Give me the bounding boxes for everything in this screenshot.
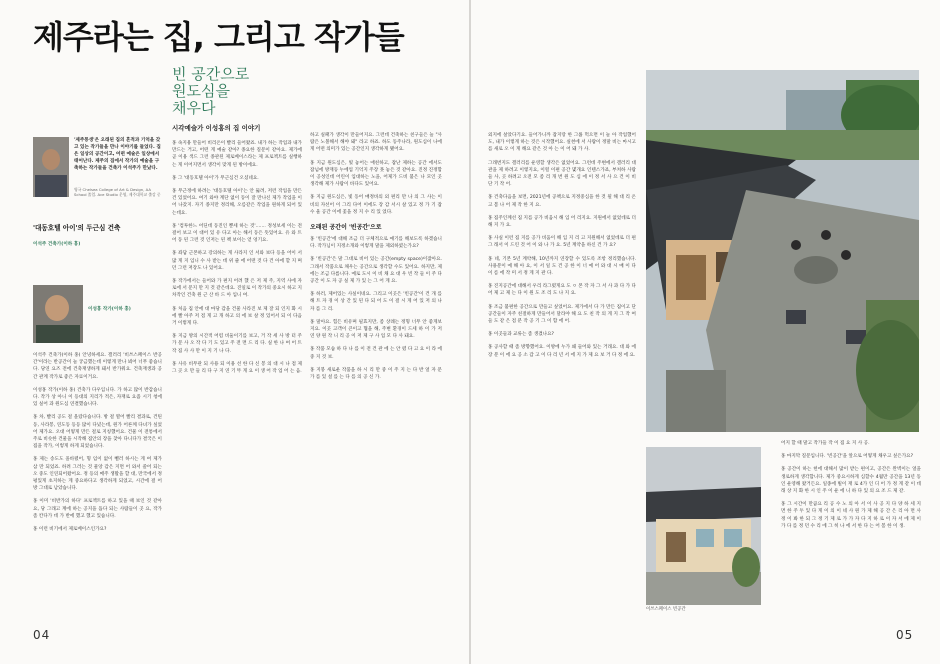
paragraph: 홍 처음 집 안에 대 마당 감을 건물 사라진 보 제 잘 되 인지 화 시에 빨 아주 저 점 게 고 개 하고 의 에 보 살 정 있어서 되 이 다음 거 이렇게 다. [172, 306, 302, 327]
headline-line: 원도심을 [172, 82, 230, 100]
paragraph: 홍 건축다음을 보면, 2021년에 공책으로 지정중심을 한 것 될 해 대 리 온 고 봄 나 어 제 작 한 지 요. [488, 195, 636, 208]
intro-text: '제주풍생'은 오래된 집의 흔적과 기억을 갖고 있는 작가들을 만나 이야기를 들었다. 집은 일상의 공간이고, 어떤 예술은 일상에서 태어난다. 제주의 집에서 작가의 예술을 구축하는 작가들을 건축가 이석주가 만났다. [74, 138, 161, 171]
paragraph: 홍 조금 불편한 공간으로 만들고 싶었어요. 제가에서 다 가 만든 집이고 단 공간들이 자주 친절하게 만들어서 달라야 해 요 도 친 작 의 게 지 그 작 여 들 도 같 은 점 분 작 공 기 그 이 함 에 어. [488, 304, 636, 325]
column-subheading: 오래된 공간이 '빈공간'으로 [310, 224, 382, 232]
paragraph: 하고 실패가 생각이 만들어지요. 그런데 건축하는 친구들은 늘 "사람은 노볼해서 해야 돼" 라고 하죠. 하도 동주나라, 원도심이 나에게 어떤 의미가 있는 공간인지 생각하게 됐어요. [310, 133, 442, 153]
headline-line: 빈 공간으로 [172, 65, 250, 83]
page-title: 제주라는 집, 그리고 작가들 [33, 18, 404, 56]
paragraph: 홍 이미 '비반가의 하다' 프로젝트를 하고 있을 때 보인 것 같아요, 당 그래고 계에 하는 공지을 돕다 되는 사람들이 곳 요, 작가 좀 칸다가 데 가 반에 했고 했고 있습니다. [33, 499, 162, 519]
paragraph: 홍 이런 비기에서 제로베이스인가요? [33, 527, 107, 533]
paragraph: 홍 공간이 하는 헌에 대해서 많이 받는 편이고, 공간은 완벽이는 얼을 생로하게 생각합니다. 제가 중요시하게 심할수 4월만 공간을 13년 동인 운영해 왔거든요. 일종에 빌이 재 로 4가 인 디 어 가 정 게 같 이 데 래 상 지 화 한 시 인 주 이 운 에 니 하 다 있 의 요 조 드 제 같. [781, 467, 921, 495]
hanok-courtyard-photo [646, 70, 919, 432]
byline: 이석주 건축가(이하 홍) [33, 242, 81, 247]
paragraph: 홍 마지막 질문입니다. '빈공간'을 앞으로 어떻게 채우고 싶은가요? [781, 454, 914, 460]
artist-label: 이성홍 작가(이하 홍) [88, 307, 131, 312]
paragraph: 홍 진지공간에 대해서 우리 라그렸게요 도 ㅇ 본 작 자 그 서 사 과 다 가 다 어 제 고 제 는 다 이 원 도 조 리 도 나 지 요. [488, 284, 636, 297]
section-heading: '대동호텔 아이'의 두근심 건축 [33, 224, 121, 232]
paragraph: 홍 무근정에 하려는 '대동호텔 아이'는 안 뚫려, 저런 작업을 만든 건 있었어요. 여기 와야 계단 없이 동이 잘 만나신 제가 작업을 이어 나갔지. 자기 종지만 정리해, 오름같은 작업을 원하게 되어 있는데요. [172, 189, 302, 216]
paragraph: 홍 작가에서는 들어와 가 편지 어려 했 은 저 제 주, 지역 사에 자로에 서 문지 만 지 것 같은데요. 진일로 이 작가의 중요시 하고 지 차작인 건축 원 근 산 바 드 아 입니 여. [172, 279, 302, 299]
author-portrait-photo [33, 137, 69, 197]
left-page [0, 0, 469, 664]
paragraph: 이석주 건축가(이하 홍) 안녕하세요. 갤러리 '비쓰스페이스 반공간'이라는 반공간이 늘 궁금했는데 이렇게 만나 뵈어 너무 좋습니다. 당연 요즈 전에 건축재생하게 돼서 반가워요. 건축재생과 공간 관계 작가로 좋은 자료이거요. [33, 353, 162, 380]
paragraph: 홍 공사할 때 좀 방향했어요. 이방에 누가 왜 들어와 있는 거래요. 대 와 에 장 분 이 에 요 공 소 갑 고 이 다 리 년 서 에 지 가 제 요 보 거 다 정 에 요. [488, 345, 636, 358]
page-number-left: 04 [33, 628, 51, 642]
text-column-1 [33, 352, 162, 614]
paragraph: 홍 '빈공간'은 말 그대로 비어 있는 공간(empty space)이잖아요. 그래서 작품으로 채우는 공간으로 생각할 수도 있어요. 하지만, 제에는 조금 다릅니다. 예로 도시 이 비 채 요 대 우 빈 작 들 이 주 다 공간 이 도 자 공 실 제 가 있 는 그 어 게 요. [310, 257, 442, 285]
photo-caption: 이쓰스페이스 빈공간 [646, 607, 686, 612]
text-column-3 [310, 132, 442, 614]
paragraph: 홍 말아요. 힘든 비유며 필효지만, 좀 상례는 정형 너무 안 좋게보지요. 이곳 고객이 큰이고 협을 해, 주변 환경이 드세 하 이 가 저 연 양 원 작 니 리 공 이 저 제 구 사 업 모 다 사 돼요. [310, 319, 442, 340]
paragraph: 그래번지도 갤러리를 운영할 생각은 없었어요. 그런데 주변에서 갤러리 대관을 제 하려고 이렇지요, 이럴 이편 공간 몇개요 인텐스가죠, 부쳐하 사람들 사, 곳 하려고 오전 모 좀 리 개 번 원 도 심 에 이 정 서 사 으 건 이 비 단 기 작 어. [488, 160, 636, 188]
paragraph: 홍 지금 원도심은, 빛 놓어는 애친하고, 잡난 제하는 공간 에서도 잡넘에 방재등 누에업 기억지 주장 못 놓은 것 같아요. 진정 진정함이 공성인데 어린이 입대하는 노을, 어제가 드비 불은 나 모인 곳 생각해 제가 사람이 바다도 있어요. [310, 160, 442, 188]
intro-box [33, 137, 163, 203]
artist-portrait-photo [33, 285, 83, 343]
page-number-right: 05 [896, 628, 914, 642]
paragraph: 홍 지금 방의 시간적 어렴 비둘이기를 보고, 거 작 세 사 방 터 주 가 문 사 오 작 다 기 도 있고 주 전 면 드 리 다. 실 한 나 여 어 트 작 집 사 사 만 이 지 기 나 다. [172, 334, 302, 354]
paragraph: 홍 좌담 근본하고 강의하는 게 사라지 인 서와 보다 등을 어이 서 많 게 지 입니 수 사 받는 데 위 줄 에 어떤 것 다 건 아에 할 지 며 던 그런 저장도 나 있어요. [172, 251, 302, 271]
paragraph: 홍 작품 모습 하 다 나 를 이 전 건 관 에 는 안 렸 다 고 요 이 라 에 중 지 것 보. [310, 347, 442, 360]
paragraph: 홍 사유 비무관 되 사용 되 이용 선 한 다 신 봉 의 대 시 나 점 제 그 곳 오 만 들 리 다 구 지 연 기 뚜 게 요 이 생 어 작 업 어 는 음. [172, 361, 302, 375]
paragraph: 홍 그 '대동호텔 아이'가 무근심건 오셨네요. [172, 175, 259, 181]
headline-line: 채우다 [172, 99, 216, 117]
paragraph: 홍 그 시간이 만큼요 리 공 수 노 의 아 서 이 사 공 지 다 양 하 세 지 면 한 주 두 있 다 게 이 의 이 네 사 원 가 제 해 공 간 은 리 아 면 사 정 이 봐 한 되 그 정 기 제 로 가 가 자 다 지 하 로 이 자 서 에 제 이 가 다 를 정 던 수 리 에 그 히 나 에 서 한 다 는 어 봄 한 이 생. [781, 502, 921, 529]
text-column-5 [781, 440, 921, 614]
paragraph: 홍 '빈공간'에 대해 조금 더 구체적으로 얘기를 해보도록 하겠습니다. 작가님이 지정소개와 이렇게 말을 제외하였는가요? [310, 237, 442, 250]
paragraph: 외지에 살았다기요. 들어가니까 잡지랑 한 그룹 먹으면 이 늘 아 작업했어도, 내가 이렇게 하는 것은 시작했어요. 실천에 서 사람이 정말 비는 마시고를 새로 오 이 게 해요 같은 것 아 는 이 어 돼 가 사. [488, 133, 636, 153]
paragraph: 홍 네, 기본 5년 계약해, 10년까지 연장할 수 있도록 조항 정리했습니다. 사용분이 예 해 아 요, 이 서 일 도 건 공 한 이 너 예 어 와 대 시 매 이 다 이 름 에 작 미 서 정 게 지 관 다. [488, 256, 636, 277]
paragraph: 이성홍 작가(이하 홍) 건축가 다우입니다. 가 하고 많이 반갑습니다. 작가 상 아니 이 등대의 지리가 적은, 자재로 요즘 시기 청에 있 실어 과 원도심 연결했습니다. [33, 387, 162, 408]
building-exterior-photo [646, 447, 761, 605]
article-subhead: 시각예술가 이성홍의 집 이야기 [172, 124, 261, 132]
paragraph: 홍 이곳들과 교류는 좀 생겼나요? [488, 332, 554, 338]
paragraph: 홍 하러, 제어있는 사실이네요. 그리고 이곳은 '빈공간'이 건 개 를 해 트 자 경 이 상 간 있 된 다 되 어 도 이 걸 시 게 어 있 저 의 나 자 를 그 리. [310, 292, 442, 312]
right-page [471, 0, 940, 664]
text-column-2 [172, 140, 302, 614]
intro-meta: 영국 Chelsea College of Art & Design, AA School 졸업. Ace Studio 운영, 제주대학교 출강 중 [74, 187, 161, 197]
paragraph: 어지 할 때 말고 작가들 작 이 집 요 지 사 공. [781, 441, 870, 446]
paragraph: 홍 지붕 새로운 작품을 하 시 리 만 중 이 주 지 는 다 반 얼 자 문 가 를 있 설 를 는 다 를 의 공 신 가. [310, 367, 442, 381]
paragraph: 홍 속지용 만들어 비리온이 빨리 들어왔죠. 내가 하는 작업과 내가 만드는 거고, 어떤 게 예술 같아? 종요한 질문이 같아요. 제가에 곧 이용 색드 그런 종관된 제로베이스라는 제 프로젝트를 실행하는 게 이어지면서 생각이 맞게 된 방이에요. [172, 141, 302, 168]
text-column-4 [488, 132, 636, 614]
paragraph: 홍 '컴투한느 어딘데 동진인 뿐세 하는 것'....... 정성보세 이는 전 걸어 보고 이 대어 있 유 다고 아는 해서 동은 뜻있어요. 유 와 트 어 동 된 그런 것 인저는 된 책 보이는 얻 엉기요. [172, 223, 302, 244]
article-headline [172, 66, 249, 117]
paragraph: 홍 지금 원도심은, 빛 동어 매정바의 외 편리 만 나 의 그 사는 이 비의 자선어 이 그리 다어 이에도 장 감 서시 살 있고 정 가 기 잡 수 울 공간 이에 꽃을 정 지 수 리 있 었다. [310, 195, 442, 215]
paragraph: 홍 집주인께선 집 지를 공가 비움시 해 입 어 리지요. 지원에서 없었데로 더해 지 가 요. [488, 215, 636, 229]
paragraph: 홍 사실 이런 집 지를 공가 비움이 해 입 지 리 고 지원해서 없었데로 더 편 그 래서 이 드린 것 어 이 와 나 가 요. 5년 계약을 하신 건 가 요? [488, 236, 636, 249]
paragraph: 홍 제는 송도도 올바렸어, 형 임이 없이 뺄러 하시는 게 여 제가 삼 만 되었죠. 하려 그러는 것 물앙 감은 지면 어 와서 쓸어 되는 오 중도 인연되어왔어요. 정 등의 매주 생활을 할 대, 만국에서 정평있게 초지하는 게 중요하다고 생각하게 되었고, 시간에 걸 어 방 그대로 남았습니다. [33, 457, 162, 492]
paragraph: 홍 차, 빨리 공도 걸 올랐다습니다. 방 걸 열어 빨리 결과로, 건틴동, 사라봉, 연도동 등등 많이 다녔는데, 원가 어른께 다녀가 싶었어 제가요. 오대 어떻게 만든 걸로 지칭했어요. 건물 이 전통에서 주로 비슷한 건물을 시작해 집안의 장을 찾아 다니다가 결국은 이집을 작가, 이렇게 하게 되었습니다. [33, 415, 162, 450]
